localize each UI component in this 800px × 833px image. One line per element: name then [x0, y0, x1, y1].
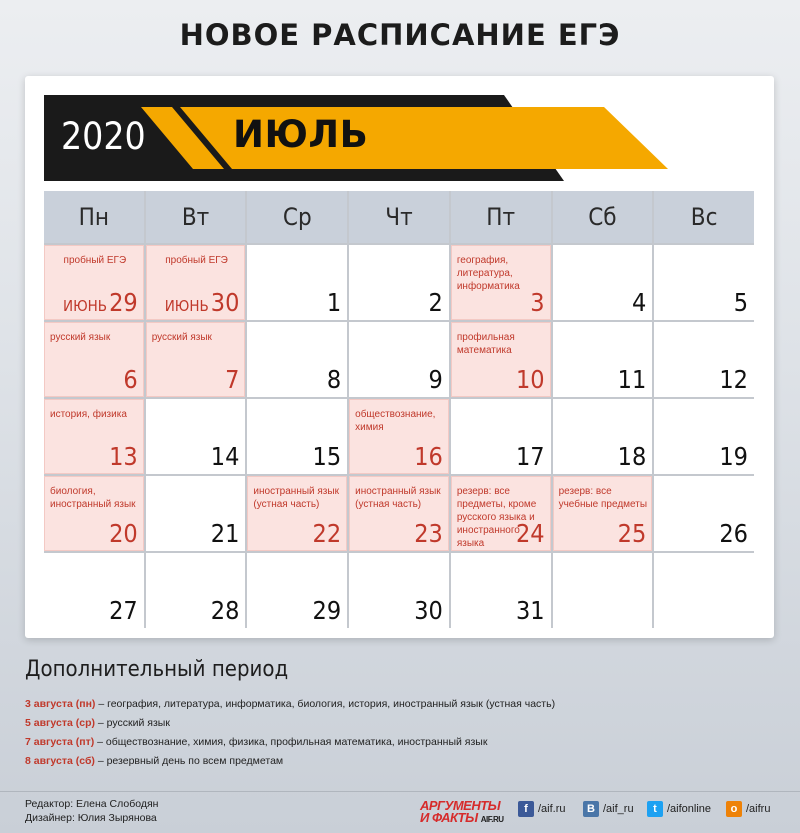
day-value: 10	[515, 365, 545, 394]
footer-divider	[0, 791, 800, 792]
day-value: 2	[428, 288, 443, 317]
weekday-header: Пн	[44, 191, 144, 243]
day-value: 11	[617, 365, 647, 394]
day-number	[327, 288, 341, 317]
day-value: 24	[515, 519, 545, 548]
exam-day-cell	[44, 322, 144, 397]
exam-subject: география, литература, информатика	[456, 255, 520, 292]
day-cell	[654, 553, 754, 628]
day-number	[123, 365, 137, 394]
social-label: /aifonline	[667, 803, 712, 815]
extra-subjects: – обществознание, химия, физика, профильная математика, иностранный язык	[94, 736, 488, 748]
social-link-facebook[interactable]	[518, 801, 566, 817]
day-number	[516, 519, 545, 548]
day-value: 3	[530, 288, 545, 317]
day-value: 30	[210, 288, 240, 317]
day-value: 31	[515, 596, 545, 625]
day-value: 23	[414, 519, 443, 548]
extra-item	[25, 714, 785, 733]
year-label: 2020	[61, 115, 146, 158]
day-cell	[654, 476, 754, 551]
day-cell	[553, 245, 653, 320]
exam-subject: биология, иностранный язык	[50, 486, 136, 510]
day-number	[225, 365, 239, 394]
calendar-card	[25, 76, 774, 638]
day-number	[618, 365, 647, 394]
day-cell	[553, 322, 653, 397]
exam-day-cell	[44, 476, 144, 551]
day-value: 25	[617, 519, 647, 548]
day-value: 19	[719, 442, 748, 471]
weekday-header: Вс	[654, 191, 754, 243]
day-number	[165, 288, 240, 317]
day-value: 1	[326, 288, 342, 317]
logo-site: AIF.RU	[480, 815, 504, 824]
exam-subject: резерв: все предметы, кроме русского языка и иностранного языка	[456, 486, 537, 549]
twitter-icon: t	[647, 801, 663, 817]
odnoklassniki-icon: o	[726, 801, 742, 817]
day-number	[313, 519, 342, 548]
weekday-header: Ср	[247, 191, 347, 243]
day-number	[618, 442, 647, 471]
day-value: 29	[312, 596, 342, 625]
day-number	[530, 288, 544, 317]
exam-subject: русский язык	[151, 332, 212, 343]
day-value: 28	[210, 596, 240, 625]
extra-date: 3 августа (пн)	[25, 698, 96, 710]
exam-subject: обществознание, химия	[355, 409, 436, 433]
day-cell	[44, 553, 144, 628]
month-label: ИЮЛЬ	[233, 113, 369, 156]
exam-day-cell	[349, 476, 449, 551]
month-prefix: ИЮНЬ	[164, 297, 209, 315]
day-number	[632, 288, 646, 317]
social-label: /aifru	[746, 803, 771, 815]
exam-day-cell	[451, 476, 551, 551]
day-number	[211, 519, 240, 548]
calendar-grid	[44, 191, 754, 628]
day-cell	[451, 399, 551, 474]
logo-line2: И ФАКТЫ	[420, 810, 478, 825]
day-cell	[146, 476, 246, 551]
editor-credit: Редактор: Елена Слободян	[25, 798, 159, 810]
exam-subject: история, физика	[50, 409, 127, 420]
extra-period-title: Дополнительный период	[25, 657, 289, 682]
exam-day-cell	[247, 476, 347, 551]
day-cell	[146, 399, 246, 474]
day-cell	[654, 322, 754, 397]
page-title: НОВОЕ РАСПИСАНИЕ ЕГЭ	[179, 18, 621, 52]
exam-day-cell	[553, 476, 653, 551]
day-number	[618, 519, 647, 548]
exam-day-cell	[146, 245, 246, 320]
day-number	[719, 365, 748, 394]
day-value: 9	[428, 365, 443, 394]
social-link-vk[interactable]	[583, 801, 634, 817]
extra-date: 7 августа (пт)	[25, 736, 95, 748]
day-value: 21	[210, 519, 240, 548]
weekday-header: Вт	[146, 191, 246, 243]
day-value: 5	[733, 288, 748, 317]
vk-icon: В	[583, 801, 599, 817]
extra-subjects: – география, литература, информатика, биология, история, иностранный язык (устная часть)	[95, 698, 556, 710]
day-number	[719, 519, 748, 548]
aif-logo[interactable]	[420, 800, 504, 826]
day-value: 13	[109, 442, 138, 471]
day-value: 27	[109, 596, 138, 625]
exam-day-cell	[146, 322, 246, 397]
day-number	[109, 519, 138, 548]
day-number	[516, 442, 545, 471]
day-number	[414, 596, 443, 625]
day-value: 18	[617, 442, 647, 471]
day-cell	[349, 245, 449, 320]
day-cell	[451, 553, 551, 628]
exam-subject: иностранный язык (устная часть)	[253, 486, 339, 510]
exam-subject: пробный ЕГЭ	[165, 255, 228, 266]
logo-line1: АРГУМЕНТЫ	[420, 798, 501, 813]
extra-date: 5 августа (ср)	[25, 717, 95, 729]
day-number	[516, 596, 545, 625]
exam-subject: иностранный язык (устная часть)	[355, 486, 441, 510]
extra-period-list	[25, 695, 785, 771]
day-number	[211, 596, 240, 625]
day-number	[414, 442, 443, 471]
day-value: 12	[719, 365, 748, 394]
day-cell	[553, 399, 653, 474]
day-number	[327, 365, 341, 394]
day-number	[429, 288, 443, 317]
designer-credit: Дизайнер: Юлия Зырянова	[25, 812, 157, 824]
month-banner	[44, 95, 668, 181]
day-cell	[654, 399, 754, 474]
exam-subject: резерв: все учебные предметы	[558, 486, 648, 510]
day-value: 4	[631, 288, 647, 317]
facebook-icon: f	[518, 801, 534, 817]
social-label: /aif_ru	[603, 803, 634, 815]
day-cell	[654, 245, 754, 320]
day-value: 6	[123, 365, 138, 394]
day-cell	[247, 399, 347, 474]
exam-subject: русский язык	[50, 332, 111, 343]
day-value: 8	[326, 365, 342, 394]
social-label: /aif.ru	[538, 803, 566, 815]
credits	[25, 797, 158, 825]
weekday-header: Сб	[553, 191, 653, 243]
day-number	[109, 442, 138, 471]
social-link-twitter[interactable]	[647, 801, 711, 817]
social-link-odnoklassniki[interactable]	[726, 801, 770, 817]
day-cell	[247, 322, 347, 397]
day-value: 17	[515, 442, 545, 471]
extra-item	[25, 733, 785, 752]
extra-date: 8 августа (сб)	[25, 755, 95, 767]
day-cell	[553, 553, 653, 628]
extra-item	[25, 752, 785, 771]
day-number	[211, 442, 240, 471]
day-value: 29	[109, 288, 138, 317]
day-value: 20	[109, 519, 138, 548]
extra-subjects: – резервный день по всем предметам	[94, 755, 284, 767]
exam-day-cell	[44, 245, 144, 320]
exam-subject: профильная математика	[456, 332, 515, 356]
day-cell	[349, 553, 449, 628]
day-value: 15	[312, 442, 342, 471]
extra-subjects: – русский язык	[95, 717, 170, 729]
weekday-header: Пт	[451, 191, 551, 243]
day-value: 14	[210, 442, 240, 471]
day-value: 26	[719, 519, 748, 548]
day-cell	[349, 322, 449, 397]
day-value: 22	[312, 519, 342, 548]
day-cell	[146, 553, 246, 628]
exam-day-cell	[451, 245, 551, 320]
exam-day-cell	[451, 322, 551, 397]
day-value: 30	[414, 596, 443, 625]
day-cell	[247, 245, 347, 320]
extra-item	[25, 695, 785, 714]
day-number	[313, 442, 342, 471]
day-number	[719, 442, 748, 471]
month-prefix: ИЮНЬ	[63, 297, 108, 315]
exam-subject: пробный ЕГЭ	[63, 255, 127, 266]
day-number	[734, 288, 748, 317]
day-number	[63, 288, 138, 317]
day-cell	[247, 553, 347, 628]
weekday-header: Чт	[349, 191, 449, 243]
day-number	[516, 365, 545, 394]
day-number	[109, 596, 138, 625]
day-number	[313, 596, 342, 625]
exam-day-cell	[44, 399, 144, 474]
day-value: 7	[225, 365, 240, 394]
day-value: 16	[414, 442, 443, 471]
exam-day-cell	[349, 399, 449, 474]
day-number	[429, 365, 443, 394]
day-number	[414, 519, 443, 548]
